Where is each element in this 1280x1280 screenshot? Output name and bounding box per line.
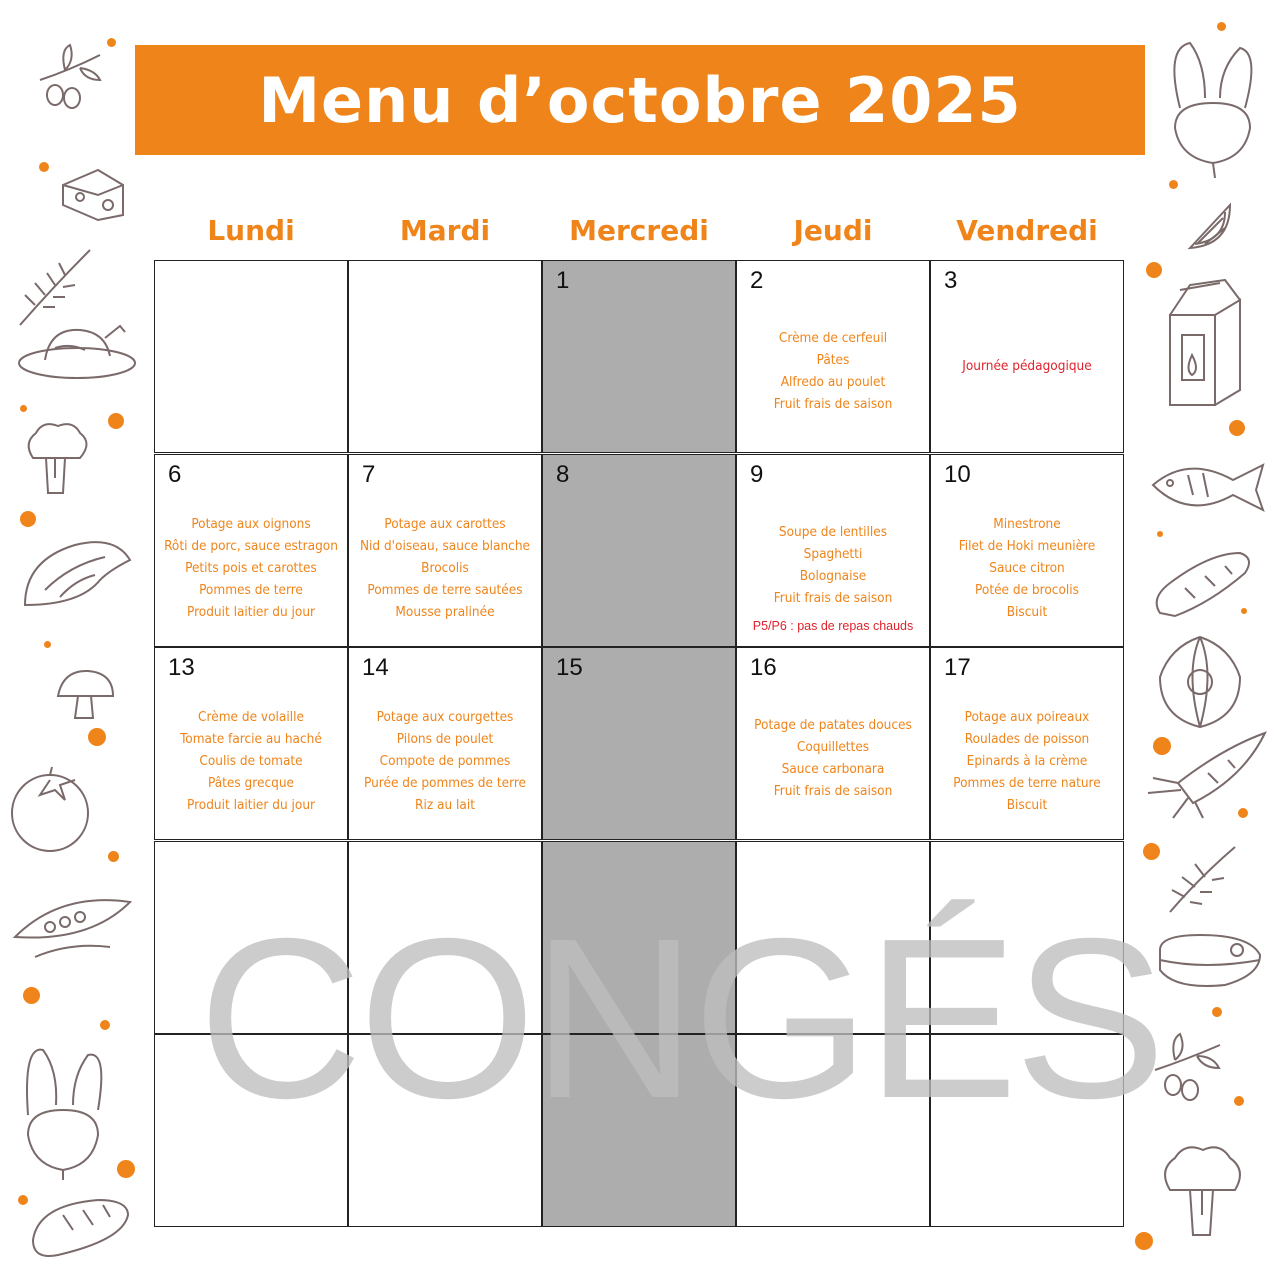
olive-branch-icon bbox=[30, 40, 110, 120]
menu-item: Biscuit bbox=[1006, 604, 1048, 620]
day-cell bbox=[348, 1034, 542, 1227]
day-cell bbox=[736, 841, 930, 1034]
day-header-mardi: Mardi bbox=[399, 214, 491, 247]
garlic-icon bbox=[1150, 632, 1250, 732]
menu-item: Mousse pralinée bbox=[395, 604, 495, 620]
day-number: 1 bbox=[556, 267, 570, 294]
page-title: Menu d’octobre 2025 bbox=[258, 63, 1022, 137]
menu-item: Pommes de terre sautées bbox=[367, 582, 523, 598]
menu-item: Coulis de tomate bbox=[199, 753, 303, 769]
menu-list bbox=[931, 513, 1123, 623]
menu-item: Compote de pommes bbox=[379, 753, 511, 769]
day-number: 6 bbox=[168, 461, 182, 488]
decor-dot bbox=[1157, 531, 1163, 537]
day-number: 16 bbox=[750, 654, 777, 681]
day-cell bbox=[930, 841, 1124, 1034]
beetroot-icon bbox=[1165, 38, 1260, 178]
decor-dot bbox=[1212, 1007, 1222, 1017]
day-cell bbox=[930, 260, 1124, 453]
meal-notice: P5/P6 : pas de repas chauds bbox=[752, 619, 914, 633]
menu-list bbox=[155, 706, 347, 816]
menu-item: Pâtes bbox=[816, 352, 850, 368]
roast-chicken-icon bbox=[15, 318, 140, 383]
day-cell bbox=[154, 454, 348, 647]
cheese-icon bbox=[58, 165, 128, 225]
decor-dot bbox=[108, 851, 119, 862]
baguette-icon bbox=[1150, 548, 1255, 618]
decor-dot bbox=[20, 405, 27, 412]
decor-dot bbox=[39, 162, 49, 172]
menu-item: Petits pois et carottes bbox=[185, 560, 317, 576]
decor-dot bbox=[1135, 1232, 1153, 1250]
menu-item: Potage de patates douces bbox=[754, 717, 912, 733]
day-header-mercredi: Mercredi bbox=[569, 214, 709, 247]
day-number: 2 bbox=[750, 267, 764, 294]
menu-list bbox=[737, 521, 929, 609]
menu-item: Coquillettes bbox=[796, 739, 870, 755]
menu-item: Pommes de terre bbox=[199, 582, 303, 598]
menu-item: Sauce citron bbox=[989, 560, 1065, 576]
decor-dot bbox=[23, 987, 40, 1004]
bread-icon bbox=[28, 1195, 133, 1260]
menu-item: Fruit frais de saison bbox=[773, 396, 893, 412]
day-cell bbox=[542, 454, 736, 647]
mushroom-icon bbox=[53, 668, 118, 723]
olive-branch-icon bbox=[1145, 1030, 1225, 1110]
day-number: 10 bbox=[944, 461, 971, 488]
title-banner bbox=[135, 45, 1145, 155]
day-number: 3 bbox=[944, 267, 958, 294]
special-note: Journée pédagogique bbox=[962, 358, 1092, 374]
menu-list bbox=[737, 714, 929, 802]
day-number: 15 bbox=[556, 654, 583, 681]
menu-item: Riz au lait bbox=[415, 797, 475, 813]
decor-dot bbox=[1146, 262, 1162, 278]
decor-dot bbox=[20, 511, 36, 527]
menu-item: Epinards à la crème bbox=[966, 753, 1088, 769]
decor-dot bbox=[1241, 608, 1247, 614]
day-cell bbox=[930, 454, 1124, 647]
menu-list bbox=[349, 513, 541, 623]
day-cell bbox=[542, 260, 736, 453]
menu-item: Potée de brocolis bbox=[975, 582, 1079, 598]
day-cell bbox=[154, 1034, 348, 1227]
day-cell bbox=[930, 1034, 1124, 1227]
menu-item: Biscuit bbox=[1006, 797, 1048, 813]
holiday-watermark: CONGÉS bbox=[198, 892, 1163, 1146]
day-number: 7 bbox=[362, 461, 376, 488]
decor-dot bbox=[117, 1160, 135, 1178]
menu-item: Purée de pommes de terre bbox=[364, 775, 526, 791]
lemon-slice-icon bbox=[1185, 200, 1235, 255]
menu-item: Crème de cerfeuil bbox=[778, 330, 888, 346]
day-cell bbox=[736, 647, 930, 840]
decor-dot bbox=[1169, 180, 1178, 189]
broccoli-icon bbox=[1155, 1140, 1250, 1240]
day-cell bbox=[542, 647, 736, 840]
decor-dot bbox=[1229, 420, 1245, 436]
steak-icon bbox=[1155, 930, 1265, 990]
day-cell bbox=[542, 1034, 736, 1227]
day-cell bbox=[154, 647, 348, 840]
menu-item: Rôti de porc, sauce estragon bbox=[164, 538, 338, 554]
day-header-lundi: Lundi bbox=[207, 214, 295, 247]
decor-dot bbox=[108, 413, 124, 429]
menu-item: Minestrone bbox=[993, 516, 1061, 532]
menu-item: Potage aux poireaux bbox=[964, 709, 1090, 725]
menu-list bbox=[737, 327, 929, 415]
tomato-icon bbox=[10, 765, 95, 855]
decor-dot bbox=[1217, 22, 1226, 31]
day-number: 9 bbox=[750, 461, 764, 488]
menu-item: Fruit frais de saison bbox=[773, 783, 893, 799]
menu-list bbox=[931, 706, 1123, 816]
herb-sprig-icon bbox=[1160, 842, 1240, 917]
day-cell bbox=[542, 841, 736, 1034]
day-cell bbox=[348, 454, 542, 647]
decor-dot bbox=[1153, 737, 1171, 755]
menu-item: Fruit frais de saison bbox=[773, 590, 893, 606]
day-cell bbox=[736, 1034, 930, 1227]
menu-item: Pommes de terre nature bbox=[953, 775, 1101, 791]
decor-dot bbox=[100, 1020, 110, 1030]
day-cell bbox=[348, 647, 542, 840]
menu-item: Potage aux carottes bbox=[384, 516, 506, 532]
menu-item: Sauce carbonara bbox=[781, 761, 885, 777]
fish-icon bbox=[1148, 455, 1268, 515]
day-cell bbox=[154, 260, 348, 453]
day-cell bbox=[348, 260, 542, 453]
menu-item: Tomate farcie au haché bbox=[180, 731, 322, 747]
day-number: 17 bbox=[944, 654, 971, 681]
menu-item: Pâtes grecque bbox=[207, 775, 295, 791]
menu-item: Produit laitier du jour bbox=[186, 797, 316, 813]
menu-item: Potage aux oignons bbox=[191, 516, 311, 532]
day-cell bbox=[736, 454, 930, 647]
menu-item: Bolognaise bbox=[799, 568, 867, 584]
day-cell bbox=[154, 841, 348, 1034]
menu-list bbox=[349, 706, 541, 816]
decor-dot bbox=[1238, 808, 1248, 818]
day-cell bbox=[348, 841, 542, 1034]
day-number: 13 bbox=[168, 654, 195, 681]
decor-dot bbox=[107, 38, 116, 47]
day-number: 14 bbox=[362, 654, 389, 681]
decor-dot bbox=[88, 728, 106, 746]
menu-list bbox=[155, 513, 347, 623]
menu-item: Spaghetti bbox=[803, 546, 863, 562]
day-number: 8 bbox=[556, 461, 570, 488]
salmon-steak-icon bbox=[20, 535, 135, 620]
menu-item: Potage aux courgettes bbox=[376, 709, 514, 725]
beetroot-icon bbox=[18, 1040, 108, 1180]
decor-dot bbox=[18, 1195, 28, 1205]
menu-item: Crème de volaille bbox=[198, 709, 304, 725]
menu-item: Roulades de poisson bbox=[964, 731, 1090, 747]
decor-dot bbox=[44, 641, 51, 648]
broccoli-icon bbox=[18, 418, 93, 498]
menu-item: Alfredo au poulet bbox=[780, 374, 886, 390]
menu-item: Brocolis bbox=[421, 560, 469, 576]
menu-item: Pilons de poulet bbox=[396, 731, 494, 747]
menu-item: Nid d'oiseau, sauce blanche bbox=[359, 538, 531, 554]
menu-item: Produit laitier du jour bbox=[186, 604, 316, 620]
milk-carton-icon bbox=[1160, 275, 1250, 410]
menu-item: Filet de Hoki meunière bbox=[958, 538, 1096, 554]
decor-dot bbox=[1143, 843, 1160, 860]
day-header-jeudi: Jeudi bbox=[793, 214, 873, 247]
menu-item: Soupe de lentilles bbox=[778, 524, 888, 540]
day-cell bbox=[736, 260, 930, 453]
decor-dot bbox=[1234, 1096, 1244, 1106]
day-header-vendredi: Vendredi bbox=[956, 214, 1098, 247]
day-cell bbox=[930, 647, 1124, 840]
pea-pod-icon bbox=[10, 892, 135, 967]
calendar-grid bbox=[154, 260, 1163, 1228]
